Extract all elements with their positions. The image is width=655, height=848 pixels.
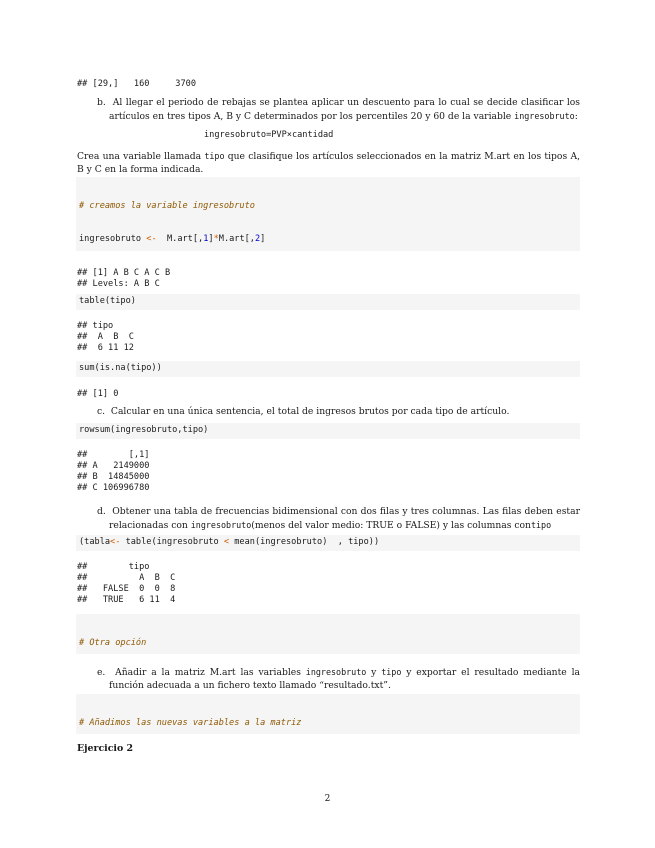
code-comment: # Añadimos las nuevas variables a la matriz [79, 718, 302, 728]
code-line: ingresobruto <- M.art[,1]*M.art[,2] [79, 234, 266, 244]
item-marker: e. [97, 667, 106, 678]
output-rowsum: ## [,1] ## A 2149000 ## B 14845000 ## C 106996780 [77, 450, 150, 493]
inline-code: tipo [204, 151, 225, 161]
inline-code: ingresobruto [190, 519, 252, 530]
inline-code: ingresobruto [305, 667, 367, 677]
item-marker: b. [97, 97, 106, 108]
item-text: Calcular en una única sentencia, el total de ingresos brutos por cada tipo de artículo. [110, 406, 510, 417]
output-table-tipo: ## tipo ## A B C ## 6 11 12 [77, 321, 134, 353]
output-row-29: ## [29,] 160 3700 [77, 79, 196, 89]
paragraph-tipo: Crea una variable llamada tipo que clasifique los artículos seleccionados en la matriz M.art en los tipos A, B y C en la forma indicada. [77, 151, 580, 175]
item-marker: d. [97, 506, 106, 517]
code-chunk-5: (tabla<- table(ingresobruto < mean(ingresobruto) , tipo)) [76, 535, 580, 551]
inline-code: tipo [530, 519, 552, 530]
code-comment: # creamos la variable ingresobruto [79, 201, 255, 211]
formula: ingresobruto=PVP×cantidad [204, 130, 334, 140]
item-b: b. Al llegar el periodo de rebajas se plantea aplicar un descuento para lo cual se decide clasificar los artículos en tres tipos A, B y C determinados por los percentiles 20 y 60 de la variable ingresobruto: [97, 97, 581, 122]
code-chunk-6 [76, 614, 580, 654]
section-heading: Ejercicio 2 [77, 743, 134, 754]
code-chunk-7 [76, 694, 580, 734]
item-marker: c. [97, 406, 106, 417]
code-chunk-4: rowsum(ingresobruto,tipo) [76, 423, 580, 439]
output-tabla: ## tipo ## A B C ## FALSE 0 0 8 ## TRUE 6 11 4 [77, 562, 176, 605]
item-d: d. Obtener una tabla de frecuencias bidimensional con dos filas y tres columnas. Las filas deben estar relacionadas con ingresobruto(menos del valor medio: TRUE o FALSE) y las columnas contipo [97, 506, 580, 531]
output-head-tipo: ## [1] A B C A C B ## Levels: A B C [77, 268, 171, 289]
inline-code: tipo [381, 667, 402, 677]
code-chunk-1 [76, 177, 580, 251]
item-text: Al llegar el periodo de rebajas se plantea aplicar un descuento para lo cual se decide clasificar los artículos en tres tipos A, B y C determinados por los percentiles 20 y 60 de la variable [109, 97, 581, 122]
code-comment: # Otra opción [79, 638, 147, 648]
code-chunk-2: table(tipo) [76, 294, 580, 310]
inline-code: ingresobruto [514, 110, 575, 121]
page-number: 2 [324, 794, 331, 804]
item-c [97, 406, 580, 419]
item-e: e. Añadir a la matriz M.art las variables ingresobruto y tipo y exportar el resultado mediante la función adecuada a un fichero texto llamado “resultado.txt”. [97, 667, 580, 691]
output-sum-na: ## [1] 0 [77, 389, 119, 399]
code-chunk-3: sum(is.na(tipo)) [76, 361, 580, 377]
